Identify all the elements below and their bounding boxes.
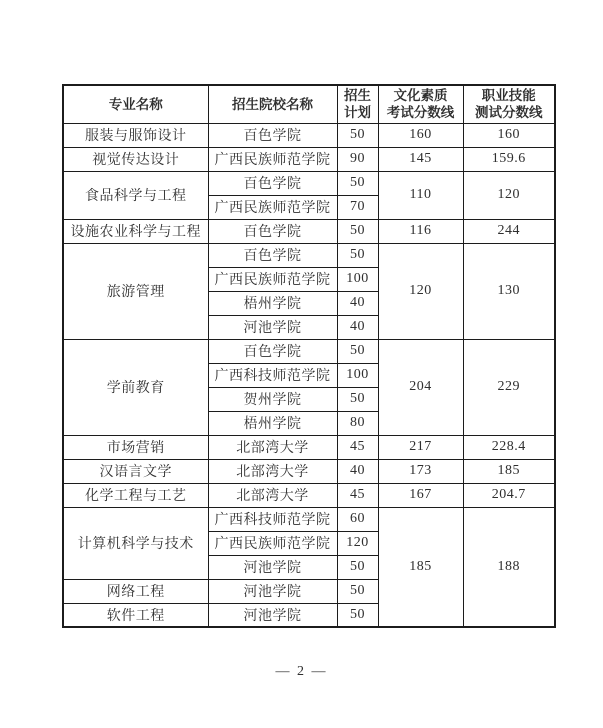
cell-college: 梧州学院 <box>208 291 337 315</box>
cell-college: 贺州学院 <box>208 387 337 411</box>
cell-college: 百色学院 <box>208 219 337 243</box>
cell-quota: 100 <box>337 267 378 291</box>
cell-quota: 50 <box>337 219 378 243</box>
cell-skill-score: 188 <box>463 507 555 627</box>
cell-quota: 100 <box>337 363 378 387</box>
cell-quota: 80 <box>337 411 378 435</box>
cell-college: 百色学院 <box>208 339 337 363</box>
cell-quota: 90 <box>337 147 378 171</box>
cell-college: 广西民族师范学院 <box>208 195 337 219</box>
cell-quota: 40 <box>337 291 378 315</box>
table-header-row <box>63 85 555 123</box>
cell-skill-score: 130 <box>463 243 555 339</box>
cell-college: 广西民族师范学院 <box>208 531 337 555</box>
table-body <box>63 123 555 627</box>
table-row <box>63 435 555 459</box>
cell-skill-score: 244 <box>463 219 555 243</box>
cell-culture-score: 173 <box>378 459 463 483</box>
admissions-table <box>62 84 556 628</box>
cell-skill-score: 228.4 <box>463 435 555 459</box>
cell-major: 食品科学与工程 <box>63 171 208 219</box>
cell-quota: 40 <box>337 315 378 339</box>
cell-college: 百色学院 <box>208 171 337 195</box>
cell-major: 网络工程 <box>63 579 208 603</box>
table-row <box>63 243 555 267</box>
cell-culture-score: 116 <box>378 219 463 243</box>
cell-quota: 50 <box>337 579 378 603</box>
cell-college: 河池学院 <box>208 315 337 339</box>
cell-culture-score: 110 <box>378 171 463 219</box>
cell-college: 百色学院 <box>208 123 337 147</box>
cell-quota: 50 <box>337 387 378 411</box>
cell-quota: 50 <box>337 171 378 195</box>
cell-quota: 60 <box>337 507 378 531</box>
cell-major: 服装与服饰设计 <box>63 123 208 147</box>
cell-culture-score: 217 <box>378 435 463 459</box>
column-header-major: 专业名称 <box>63 85 208 123</box>
cell-major: 化学工程与工艺 <box>63 483 208 507</box>
cell-college: 北部湾大学 <box>208 483 337 507</box>
cell-culture-score: 185 <box>378 507 463 627</box>
cell-quota: 50 <box>337 243 378 267</box>
cell-skill-score: 204.7 <box>463 483 555 507</box>
cell-college: 北部湾大学 <box>208 435 337 459</box>
table-row <box>63 171 555 195</box>
cell-quota: 50 <box>337 339 378 363</box>
cell-college: 河池学院 <box>208 603 337 627</box>
cell-major: 计算机科学与技术 <box>63 507 208 579</box>
cell-college: 北部湾大学 <box>208 459 337 483</box>
table-row <box>63 219 555 243</box>
cell-skill-score: 160 <box>463 123 555 147</box>
column-header-skill-score: 职业技能 测试分数线 <box>463 85 555 123</box>
cell-quota: 45 <box>337 435 378 459</box>
column-header-culture-score: 文化素质 考试分数线 <box>378 85 463 123</box>
cell-college: 广西科技师范学院 <box>208 363 337 387</box>
table-row <box>63 507 555 531</box>
cell-major: 旅游管理 <box>63 243 208 339</box>
cell-major: 设施农业科学与工程 <box>63 219 208 243</box>
cell-culture-score: 120 <box>378 243 463 339</box>
cell-culture-score: 167 <box>378 483 463 507</box>
cell-skill-score: 185 <box>463 459 555 483</box>
cell-college: 河池学院 <box>208 555 337 579</box>
table-row <box>63 483 555 507</box>
cell-quota: 40 <box>337 459 378 483</box>
cell-major: 市场营销 <box>63 435 208 459</box>
cell-college: 梧州学院 <box>208 411 337 435</box>
cell-quota: 120 <box>337 531 378 555</box>
page-number: — 2 — <box>275 664 328 679</box>
cell-culture-score: 204 <box>378 339 463 435</box>
cell-college: 广西科技师范学院 <box>208 507 337 531</box>
table-row <box>63 123 555 147</box>
cell-college: 广西民族师范学院 <box>208 267 337 291</box>
cell-major: 汉语言文学 <box>63 459 208 483</box>
cell-college: 百色学院 <box>208 243 337 267</box>
cell-college: 广西民族师范学院 <box>208 147 337 171</box>
cell-culture-score: 160 <box>378 123 463 147</box>
cell-quota: 50 <box>337 555 378 579</box>
cell-quota: 45 <box>337 483 378 507</box>
column-header-college: 招生院校名称 <box>208 85 337 123</box>
cell-culture-score: 145 <box>378 147 463 171</box>
cell-major: 视觉传达设计 <box>63 147 208 171</box>
cell-skill-score: 229 <box>463 339 555 435</box>
cell-skill-score: 120 <box>463 171 555 219</box>
cell-quota: 50 <box>337 603 378 627</box>
cell-major: 学前教育 <box>63 339 208 435</box>
cell-skill-score: 159.6 <box>463 147 555 171</box>
table-row <box>63 339 555 363</box>
table-row <box>63 459 555 483</box>
table-row <box>63 147 555 171</box>
cell-quota: 50 <box>337 123 378 147</box>
cell-quota: 70 <box>337 195 378 219</box>
column-header-quota: 招生 计划 <box>337 85 378 123</box>
table-header <box>63 85 555 123</box>
cell-college: 河池学院 <box>208 579 337 603</box>
cell-major: 软件工程 <box>63 603 208 627</box>
